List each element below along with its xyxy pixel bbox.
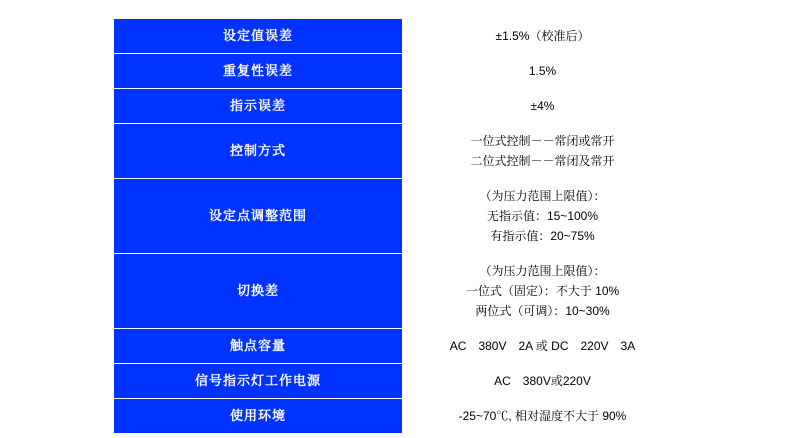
value-text bbox=[403, 179, 682, 253]
table-row-value bbox=[403, 329, 683, 364]
value-line: 无指示值：15~100% bbox=[486, 209, 599, 223]
table-row-label bbox=[114, 89, 403, 124]
table-row bbox=[114, 399, 683, 434]
table-row bbox=[114, 364, 683, 399]
label-text: 设定点调整范围 bbox=[208, 208, 307, 223]
label-text: 信号指示灯工作电源 bbox=[194, 373, 321, 388]
value-line: 一位式控制－－常闭或常开 bbox=[470, 134, 615, 148]
value-line: 一位式（固定）：不大于 10% bbox=[465, 284, 620, 298]
table-row-label bbox=[114, 124, 403, 179]
value-line: 两位式（可调）：10~30% bbox=[475, 304, 610, 318]
table-row bbox=[114, 124, 683, 179]
table-row bbox=[114, 179, 683, 254]
table-row-value bbox=[403, 364, 683, 399]
value-text bbox=[403, 254, 682, 328]
table-row-label bbox=[114, 329, 403, 364]
table-row-label bbox=[114, 179, 403, 254]
label-text: 重复性误差 bbox=[222, 63, 293, 78]
value-line: 1.5% bbox=[528, 64, 557, 78]
label-text: 设定值误差 bbox=[222, 28, 293, 43]
specification-table bbox=[113, 18, 683, 434]
value-text bbox=[403, 364, 682, 398]
table-row bbox=[114, 254, 683, 329]
table-row-label bbox=[114, 254, 403, 329]
table-row-label bbox=[114, 364, 403, 399]
label-text: 控制方式 bbox=[229, 143, 286, 158]
table-row-value bbox=[403, 89, 683, 124]
value-line: 二位式控制－－常闭及常开 bbox=[470, 154, 615, 168]
table-row-value bbox=[403, 124, 683, 179]
table-row bbox=[114, 329, 683, 364]
value-text bbox=[403, 124, 682, 178]
table-row-value bbox=[403, 179, 683, 254]
value-text bbox=[403, 89, 682, 123]
value-text bbox=[403, 54, 682, 88]
value-text bbox=[403, 399, 682, 433]
value-line: （为压力范围上限值）： bbox=[479, 264, 606, 278]
table-row bbox=[114, 89, 683, 124]
value-line: -25~70℃, 相对湿度不大于 90% bbox=[458, 409, 627, 423]
value-text bbox=[403, 19, 682, 53]
table-row-label bbox=[114, 54, 403, 89]
table-body bbox=[114, 19, 683, 434]
table-row-value bbox=[403, 399, 683, 434]
table-row-value bbox=[403, 19, 683, 54]
value-line: （为压力范围上限值）： bbox=[479, 189, 606, 203]
value-line: 有指示值：20~75% bbox=[490, 229, 595, 243]
value-text bbox=[403, 329, 682, 363]
table-row-label bbox=[114, 399, 403, 434]
table-row-value bbox=[403, 54, 683, 89]
value-line: AC 380V或220V bbox=[494, 374, 591, 388]
table-row bbox=[114, 54, 683, 89]
label-text: 指示误差 bbox=[229, 98, 286, 113]
table-row-label bbox=[114, 19, 403, 54]
table-row-value bbox=[403, 254, 683, 329]
value-line: ±4% bbox=[530, 99, 555, 113]
label-text: 触点容量 bbox=[229, 338, 286, 353]
value-line: ±1.5%（校准后） bbox=[495, 29, 590, 43]
label-text: 切换差 bbox=[236, 283, 279, 298]
value-line: AC 380V 2A 或 DC 220V 3A bbox=[449, 339, 636, 353]
label-text: 使用环境 bbox=[229, 408, 286, 423]
table-row bbox=[114, 19, 683, 54]
